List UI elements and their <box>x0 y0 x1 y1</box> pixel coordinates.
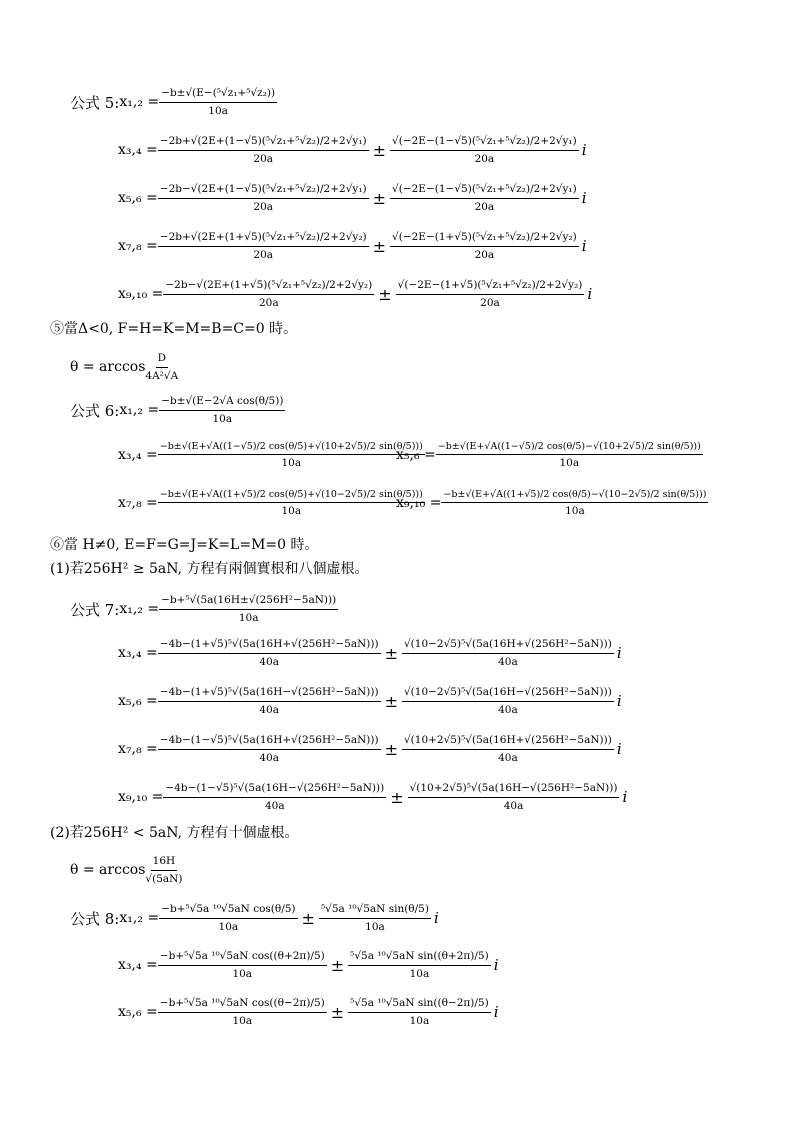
formula5-x78 <box>118 231 587 261</box>
formula6-x56 <box>396 441 703 470</box>
fraction <box>158 489 425 518</box>
subcase2-heading: (2)若256H² < 5aN, 方程有十個虛根。 <box>50 825 299 841</box>
formula7-x12 <box>70 594 338 624</box>
formula7-x910 <box>118 782 627 812</box>
var-x12: x₁,₂ = <box>119 402 160 419</box>
fraction-imag <box>319 903 431 933</box>
numerator: √(10−2√5)⁵√(5a(16H+√(256H²−5aN))) <box>402 638 614 654</box>
denominator: 40a <box>259 703 279 716</box>
formula5-x34 <box>118 135 587 165</box>
imaginary-unit: i <box>622 788 628 807</box>
denominator: 10a <box>281 457 302 470</box>
denominator: 20a <box>474 152 495 165</box>
fraction <box>159 594 338 624</box>
fraction-imag <box>348 997 491 1027</box>
denominator: 10a <box>409 967 430 980</box>
denominator: 40a <box>503 799 524 812</box>
plus-minus: ± <box>372 140 387 160</box>
fraction <box>159 87 277 117</box>
numerator: −b±√(E+√A((1+√5)/2 cos(θ/5)−√(10−2√5)/2 sin(θ/5))) <box>441 489 708 503</box>
formula5-x56 <box>118 183 587 213</box>
numerator: −2b+√(2E+(1−√5)(⁵√z₁+⁵√z₂)/2+2√y₁) <box>158 135 369 151</box>
plus-minus: ± <box>378 284 392 304</box>
denominator: 20a <box>253 200 274 213</box>
numerator: D <box>156 352 168 368</box>
theta2-definition <box>70 855 182 885</box>
denominator: 20a <box>474 200 495 213</box>
fraction-real <box>158 231 369 261</box>
numerator: −b±√(E+√A((1−√5)/2 cos(θ/5)+√(10+2√5)/2 sin(θ/5))) <box>158 441 425 455</box>
denominator: 10a <box>208 104 228 117</box>
var-x34: x₃,₄ = <box>118 957 158 974</box>
plus-minus: ± <box>384 739 398 759</box>
imaginary-unit: i <box>587 285 593 304</box>
theta1-definition <box>70 352 178 382</box>
fraction-real <box>158 638 381 668</box>
denominator: 10a <box>218 920 239 933</box>
theta-lhs: θ = arccos <box>70 359 146 376</box>
var-x12: x₁,₂ = <box>119 601 160 618</box>
formula7-x56 <box>118 686 622 716</box>
fraction-real <box>158 135 369 165</box>
case6-heading: ⑥當 H≠0, E=F=G=J=K=L=M=0 時。 <box>50 537 319 553</box>
var-x56: x₅,₆ = <box>396 447 436 464</box>
denominator: 10a <box>409 1014 430 1027</box>
numerator: √(10+2√5)⁵√(5a(16H+√(256H²−5aN))) <box>402 734 614 750</box>
numerator: −4b−(1+√5)⁵√(5a(16H−√(256H²−5aN))) <box>158 686 381 702</box>
denominator: √(5aN) <box>145 872 183 885</box>
numerator: −b±√(E+√A((1−√5)/2 cos(θ/5)−√(10+2√5)/2 sin(θ/5))) <box>436 441 703 455</box>
denominator: 10a <box>281 505 302 518</box>
imaginary-unit: i <box>581 237 587 256</box>
fraction-real <box>158 183 369 213</box>
imaginary-unit: i <box>616 740 622 759</box>
formula7-label: 公式 7: <box>70 600 120 619</box>
imaginary-unit: i <box>493 956 499 975</box>
formula8-x34 <box>118 950 499 980</box>
denominator: 40a <box>498 655 518 668</box>
denominator: 10a <box>365 920 385 933</box>
numerator: −4b−(1−√5)⁵√(5a(16H+√(256H²−5aN))) <box>158 734 381 750</box>
fraction-real <box>158 950 327 980</box>
imaginary-unit: i <box>493 1003 499 1022</box>
var-x78: x₇,₈ = <box>118 495 158 512</box>
fraction-imag <box>390 135 579 165</box>
denominator: 20a <box>474 248 495 261</box>
denominator: 20a <box>253 152 274 165</box>
denominator: 40a <box>498 751 518 764</box>
formula8-label: 公式 8: <box>70 909 120 928</box>
formula5-x910 <box>118 279 592 309</box>
formula8-x56 <box>118 997 499 1027</box>
subcase1-heading: (1)若256H² ≥ 5aN, 方程有兩個實根和八個虛根。 <box>50 561 369 577</box>
formula6-x910 <box>396 489 708 518</box>
numerator: √(10+2√5)⁵√(5a(16H−√(256H²−5aN))) <box>408 782 620 798</box>
formula5-x12 <box>70 87 277 117</box>
denominator: 10a <box>232 1014 253 1027</box>
numerator: −b+⁵√5a ¹⁰√5aN cos(θ/5) <box>159 903 297 919</box>
fraction <box>145 352 178 382</box>
numerator: −4b−(1−√5)⁵√(5a(16H−√(256H²−5aN))) <box>163 782 386 798</box>
numerator: √(10−2√5)⁵√(5a(16H−√(256H²−5aN))) <box>402 686 614 702</box>
plus-minus: ± <box>372 188 387 208</box>
var-x56: x₅,₆ = <box>118 693 158 710</box>
denominator: 20a <box>259 296 279 309</box>
fraction <box>145 855 182 885</box>
var-x12: x₁,₂ = <box>119 910 160 927</box>
var-x78: x₇,₈ = <box>118 741 158 758</box>
fraction-real <box>158 686 381 716</box>
var-x910: x₉,₁₀ = <box>118 789 164 806</box>
formula7-x78 <box>118 734 622 764</box>
fraction <box>158 441 425 470</box>
fraction-real <box>163 279 374 309</box>
imaginary-unit: i <box>616 644 622 663</box>
fraction-imag <box>396 279 585 309</box>
denominator: 40a <box>264 799 285 812</box>
formula5-label: 公式 5: <box>70 93 120 112</box>
fraction-real <box>158 734 381 764</box>
formula6-x78 <box>118 489 425 518</box>
fraction-imag <box>402 734 614 764</box>
plus-minus: ± <box>384 691 398 711</box>
fraction-imag <box>402 638 614 668</box>
numerator: −4b−(1+√5)⁵√(5a(16H+√(256H²−5aN))) <box>158 638 381 654</box>
fraction <box>436 441 703 470</box>
var-x12: x₁,₂ = <box>119 94 160 111</box>
numerator: −b+⁵√(5a(16H±√(256H²−5aN))) <box>159 594 338 610</box>
numerator: −b+⁵√5a ¹⁰√5aN cos((θ−2π)/5) <box>158 997 327 1013</box>
denominator: 10a <box>565 505 585 518</box>
numerator: √(−2E−(1−√5)(⁵√z₁+⁵√z₂)/2+2√y₁) <box>390 183 579 199</box>
fraction-imag <box>390 231 579 261</box>
fraction-imag <box>348 950 491 980</box>
case5-heading: ⑤當Δ<0, F=H=K=M=B=C=0 時。 <box>50 321 298 337</box>
formula6-label: 公式 6: <box>70 401 120 420</box>
fraction-real <box>163 782 386 812</box>
var-x78: x₇,₈ = <box>118 238 158 255</box>
formula6-x34 <box>118 441 425 470</box>
plus-minus: ± <box>330 1002 345 1022</box>
fraction-imag <box>390 183 579 213</box>
imaginary-unit: i <box>581 141 587 160</box>
var-x56: x₅,₆ = <box>118 1004 158 1021</box>
plus-minus: ± <box>384 643 398 663</box>
denominator: 40a <box>498 703 518 716</box>
numerator: −2b−√(2E+(1+√5)(⁵√z₁+⁵√z₂)/2+2√y₂) <box>163 279 374 295</box>
fraction-real <box>159 903 297 933</box>
numerator: ⁵√5a ¹⁰√5aN sin(θ/5) <box>319 903 431 919</box>
var-x34: x₃,₄ = <box>118 645 158 662</box>
numerator: ⁵√5a ¹⁰√5aN sin((θ−2π)/5) <box>348 997 491 1013</box>
numerator: −b±√(E+√A((1+√5)/2 cos(θ/5)+√(10−2√5)/2 sin(θ/5))) <box>158 489 425 503</box>
var-x34: x₃,₄ = <box>118 142 158 159</box>
var-x910: x₉,₁₀ = <box>118 286 164 303</box>
numerator: −2b−√(2E+(1−√5)(⁵√z₁+⁵√z₂)/2+2√y₁) <box>158 183 369 199</box>
var-x34: x₃,₄ = <box>118 447 158 464</box>
theta-lhs: θ = arccos <box>70 862 146 879</box>
denominator: 20a <box>253 248 274 261</box>
numerator: 16H <box>151 855 178 871</box>
plus-minus: ± <box>372 236 387 256</box>
imaginary-unit: i <box>616 692 622 711</box>
fraction-imag <box>408 782 620 812</box>
plus-minus: ± <box>301 908 315 928</box>
fraction <box>159 395 285 425</box>
numerator: −b±√(E−2√A cos(θ/5)) <box>159 395 285 411</box>
numerator: −2b+√(2E+(1+√5)(⁵√z₁+⁵√z₂)/2+2√y₂) <box>158 231 369 247</box>
denominator: 20a <box>480 296 500 309</box>
numerator: √(−2E−(1+√5)(⁵√z₁+⁵√z₂)/2+2√y₂) <box>390 231 579 247</box>
var-x910: x₉,₁₀ = <box>396 495 442 512</box>
formula8-x12 <box>70 903 439 933</box>
fraction-real <box>158 997 327 1027</box>
denominator: 4A²√A <box>145 369 179 382</box>
formula7-x34 <box>118 638 622 668</box>
denominator: 10a <box>232 967 253 980</box>
denominator: 10a <box>238 611 259 624</box>
formula6-x12 <box>70 395 285 425</box>
imaginary-unit: i <box>581 189 587 208</box>
denominator: 40a <box>259 655 279 668</box>
numerator: √(−2E−(1−√5)(⁵√z₁+⁵√z₂)/2+2√y₁) <box>390 135 579 151</box>
fraction <box>441 489 708 518</box>
plus-minus: ± <box>330 955 345 975</box>
fraction-imag <box>402 686 614 716</box>
numerator: −b+⁵√5a ¹⁰√5aN cos((θ+2π)/5) <box>158 950 327 966</box>
denominator: 40a <box>259 751 279 764</box>
denominator: 10a <box>559 457 580 470</box>
numerator: √(−2E−(1+√5)(⁵√z₁+⁵√z₂)/2+2√y₂) <box>396 279 585 295</box>
imaginary-unit: i <box>433 909 439 928</box>
numerator: ⁵√5a ¹⁰√5aN sin((θ+2π)/5) <box>348 950 491 966</box>
numerator: −b±√(E−(⁵√z₁+⁵√z₂)) <box>159 87 277 103</box>
denominator: 10a <box>212 412 233 425</box>
var-x56: x₅,₆ = <box>118 190 158 207</box>
plus-minus: ± <box>390 787 404 807</box>
